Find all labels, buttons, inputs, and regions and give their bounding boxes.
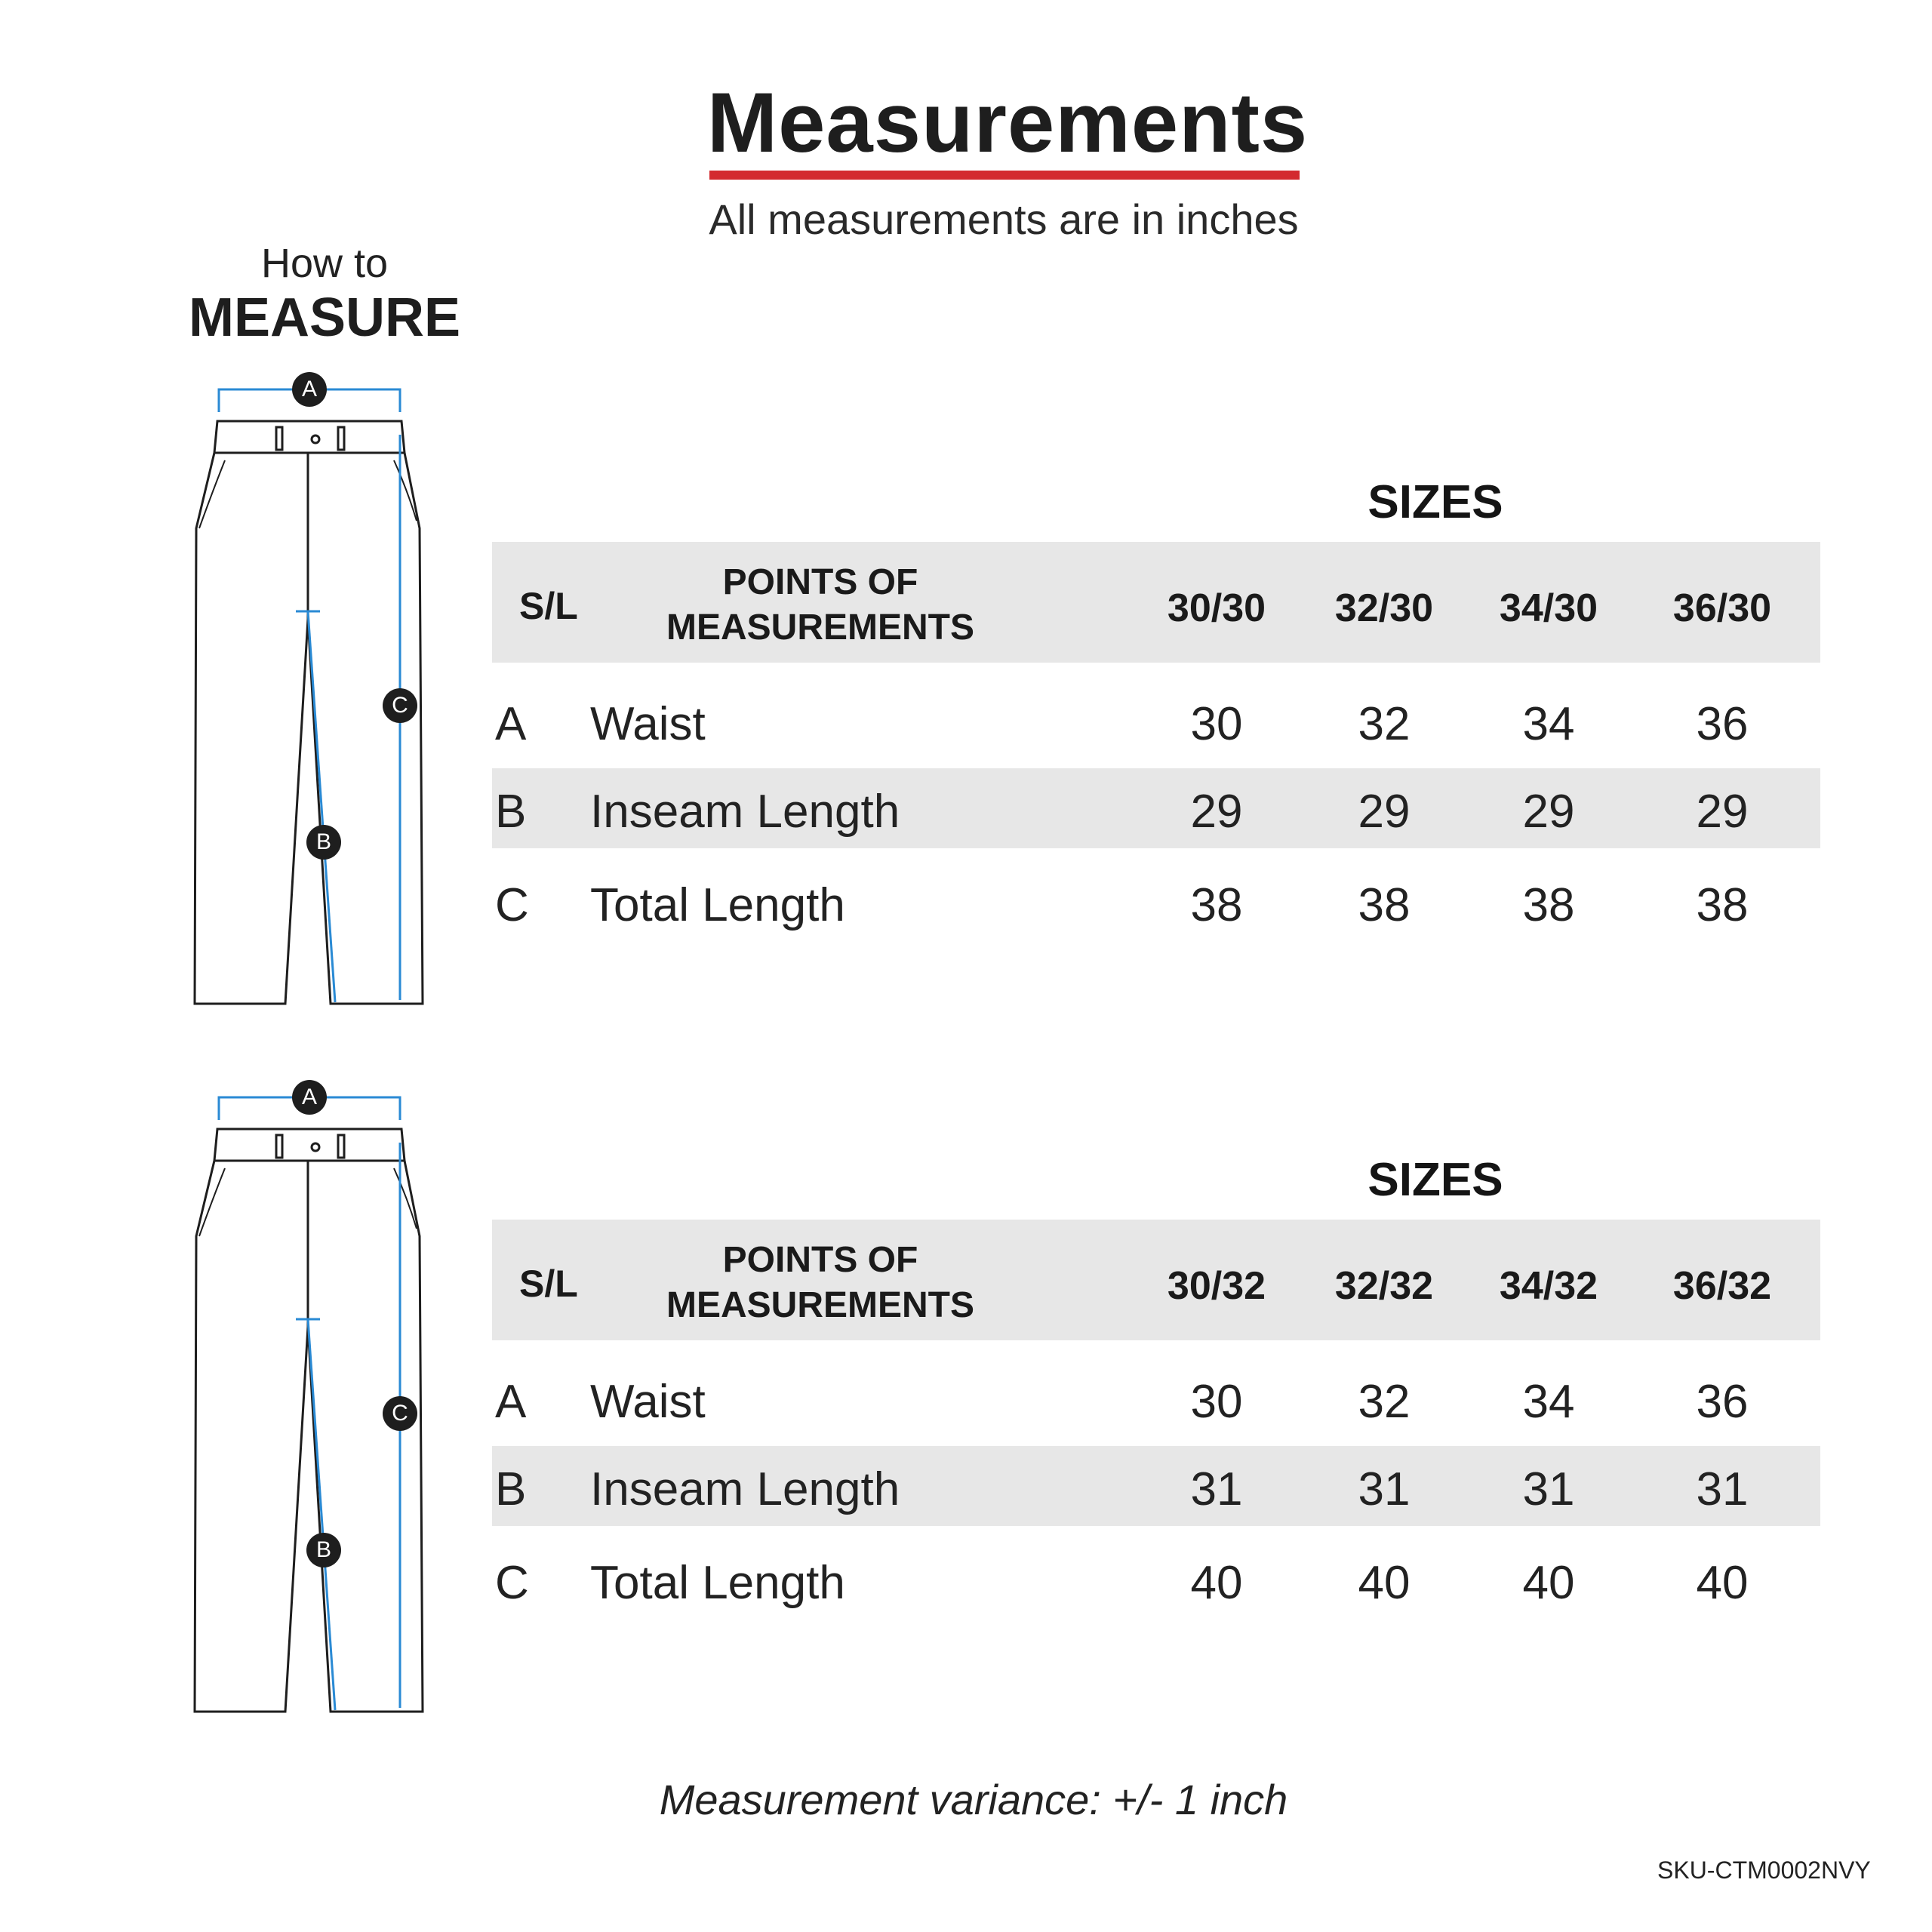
row-code: C	[495, 879, 529, 931]
pom-header-line1: POINTS OF	[722, 1240, 918, 1280]
size-header: 36/32	[1672, 1264, 1772, 1308]
size-table	[492, 1153, 1820, 1636]
page-title: Measurements	[706, 75, 1309, 170]
pants-diagram	[181, 362, 430, 1011]
sl-header: S/L	[519, 1263, 578, 1305]
row-name: Total Length	[590, 879, 845, 931]
row-value: 31	[1696, 1463, 1749, 1515]
row-name: Inseam Length	[590, 786, 900, 838]
row-value: 30	[1190, 698, 1243, 750]
marker-b-icon: B	[306, 825, 341, 860]
pom-header-line1: POINTS OF	[722, 562, 918, 602]
table-row	[492, 681, 1820, 761]
size-header: 30/32	[1167, 1264, 1266, 1308]
table-row	[492, 1358, 1820, 1438]
size-header: 30/30	[1167, 586, 1266, 630]
row-name: Inseam Length	[590, 1463, 900, 1515]
table-header	[492, 1220, 1820, 1340]
size-table	[492, 475, 1820, 958]
pom-header	[643, 560, 998, 651]
row-name: Waist	[590, 698, 706, 750]
sizes-heading: SIZES	[1367, 476, 1503, 528]
row-value: 32	[1358, 698, 1411, 750]
row-value: 40	[1696, 1557, 1749, 1609]
table-row	[492, 1446, 1820, 1526]
size-header: 32/32	[1334, 1264, 1434, 1308]
sl-header: S/L	[519, 585, 578, 627]
sizes-heading: SIZES	[1367, 1154, 1503, 1206]
measure-label: MEASURE	[188, 288, 461, 348]
row-code: A	[495, 698, 527, 750]
pom-header-line2: MEASUREMENTS	[666, 1285, 975, 1325]
row-value: 36	[1696, 1376, 1749, 1428]
marker-c-icon: C	[383, 688, 417, 723]
size-header: 34/32	[1499, 1264, 1598, 1308]
table-row	[492, 862, 1820, 942]
row-value: 29	[1190, 786, 1243, 838]
row-value: 29	[1522, 786, 1575, 838]
marker-a-icon: A	[292, 1080, 327, 1115]
page-subtitle: All measurements are in inches	[709, 195, 1299, 243]
row-value: 34	[1522, 698, 1575, 750]
row-value: 40	[1358, 1557, 1411, 1609]
how-to-label: How to	[260, 241, 389, 286]
marker-b-icon: B	[306, 1533, 341, 1567]
row-code: A	[495, 1376, 527, 1428]
row-value: 40	[1522, 1557, 1575, 1609]
table-header	[492, 542, 1820, 663]
row-value: 40	[1190, 1557, 1243, 1609]
row-value: 38	[1358, 879, 1411, 931]
size-header: 36/30	[1672, 586, 1772, 630]
sku-label: SKU-CTM0002NVY	[1657, 1857, 1871, 1884]
marker-a-icon: A	[292, 372, 327, 407]
row-value: 31	[1358, 1463, 1411, 1515]
row-value: 36	[1696, 698, 1749, 750]
row-value: 38	[1696, 879, 1749, 931]
row-name: Waist	[590, 1376, 706, 1428]
row-code: B	[495, 786, 527, 838]
row-value: 38	[1522, 879, 1575, 931]
row-value: 30	[1190, 1376, 1243, 1428]
row-value: 29	[1358, 786, 1411, 838]
row-value: 31	[1190, 1463, 1243, 1515]
row-code: C	[495, 1557, 529, 1609]
marker-c-icon: C	[383, 1396, 417, 1431]
row-value: 31	[1522, 1463, 1575, 1515]
row-name: Total Length	[590, 1557, 845, 1609]
pants-diagram	[181, 1070, 430, 1719]
table-row	[492, 1540, 1820, 1620]
title-underline	[709, 171, 1300, 180]
row-value: 29	[1696, 786, 1749, 838]
row-value: 34	[1522, 1376, 1575, 1428]
row-code: B	[495, 1463, 527, 1515]
row-value: 38	[1190, 879, 1243, 931]
table-row	[492, 768, 1820, 848]
size-header: 32/30	[1334, 586, 1434, 630]
pom-header-line2: MEASUREMENTS	[666, 608, 975, 648]
pom-header	[643, 1238, 998, 1328]
size-header: 34/30	[1499, 586, 1598, 630]
variance-note: Measurement variance: +/- 1 inch	[659, 1776, 1288, 1823]
row-value: 32	[1358, 1376, 1411, 1428]
